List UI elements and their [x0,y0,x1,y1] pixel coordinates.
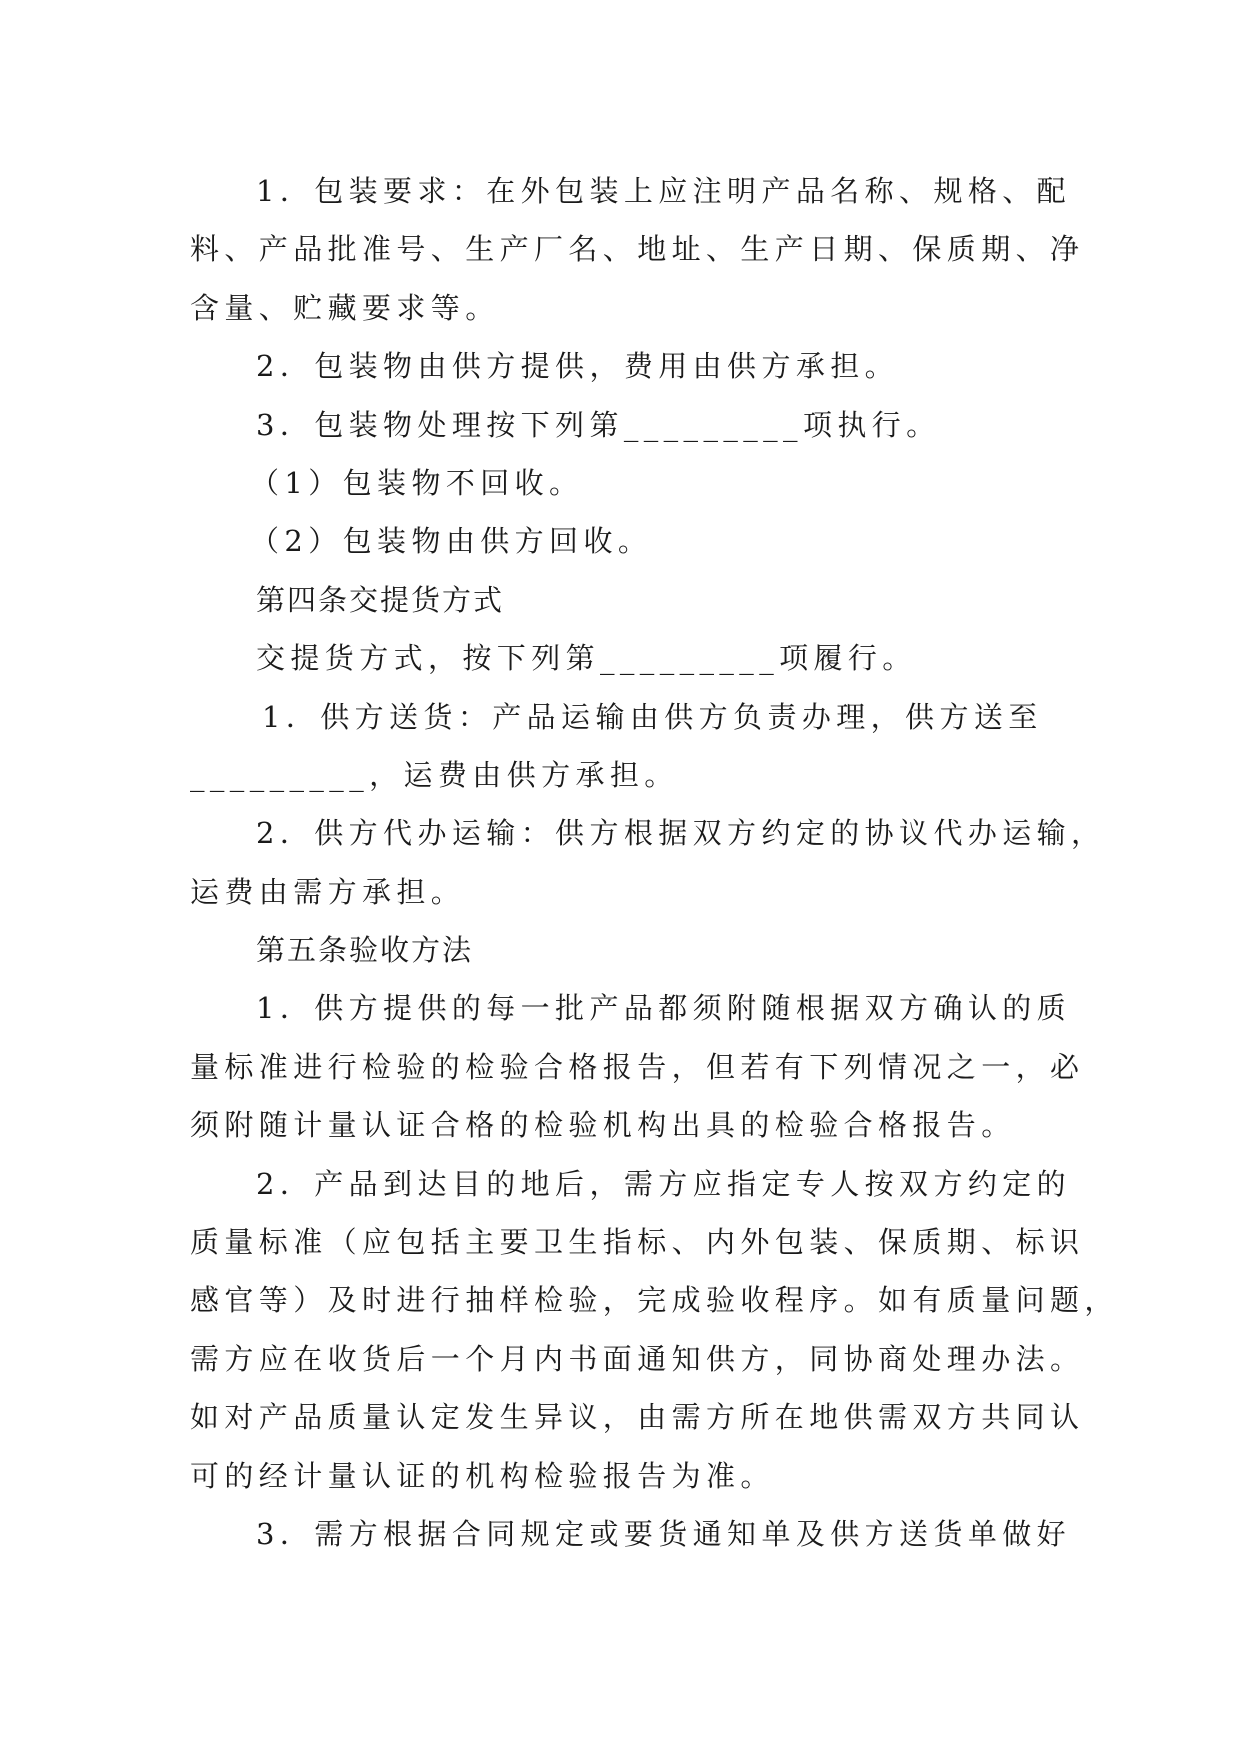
paragraph-line: 感官等）及时进行抽样检验，完成验收程序。如有质量问题， [190,1283,1119,1318]
paragraph-line: 交提货方式，按下列第_________项履行。 [256,641,917,676]
document-body [190,162,1119,1563]
paragraph-line: 须附随计量认证合格的检验机构出具的检验合格报告。 [190,1108,1016,1143]
paragraph-line: 2．包装物由供方提供，费用由供方承担。 [256,349,900,384]
paragraph-line: 运费由需方承担。 [190,874,466,909]
paragraph-line: 如对产品质量认定发生异议，由需方所在地供需双方共同认 [190,1400,1085,1435]
paragraph-line: （1）包装物不回收。 [250,465,584,500]
section-heading: 第四条交提货方式 [256,582,505,617]
paragraph-line: _________，运费由供方承担。 [190,757,679,792]
paragraph-line: 3．需方根据合同规定或要货通知单及供方送货单做好 [256,1516,1072,1551]
paragraph-line: 1．供方送货：产品运输由供方负责办理，供方送至 [262,699,1043,734]
paragraph-line: 需方应在收货后一个月内书面通知供方，同协商处理办法。 [190,1341,1085,1376]
section-heading: 第五条验收方法 [256,933,474,968]
paragraph-line: 量标准进行检验的检验合格报告，但若有下列情况之一，必 [190,1049,1085,1084]
paragraph-line: 1．包装要求：在外包装上应注明产品名称、规格、配 [256,174,1072,208]
paragraph-line: 3．包装物处理按下列第_________项执行。 [256,407,941,442]
paragraph-line: 2．产品到达目的地后，需方应指定专人按双方约定的 [256,1166,1072,1201]
paragraph-line: （2）包装物由供方回收。 [250,524,653,559]
paragraph-line: 2．供方代办运输：供方根据双方约定的协议代办运输， [256,816,1106,851]
paragraph-line: 可的经计量认证的机构检验报告为准。 [190,1458,775,1493]
paragraph-line: 1．供方提供的每一批产品都须附随根据双方确认的质 [256,991,1072,1026]
paragraph-line: 含量、贮藏要求等。 [190,290,500,325]
paragraph-line: 质量标准（应包括主要卫生指标、内外包装、保质期、标识 [190,1225,1085,1260]
paragraph-line: 料、产品批准号、生产厂名、地址、生产日期、保质期、净 [190,232,1085,267]
